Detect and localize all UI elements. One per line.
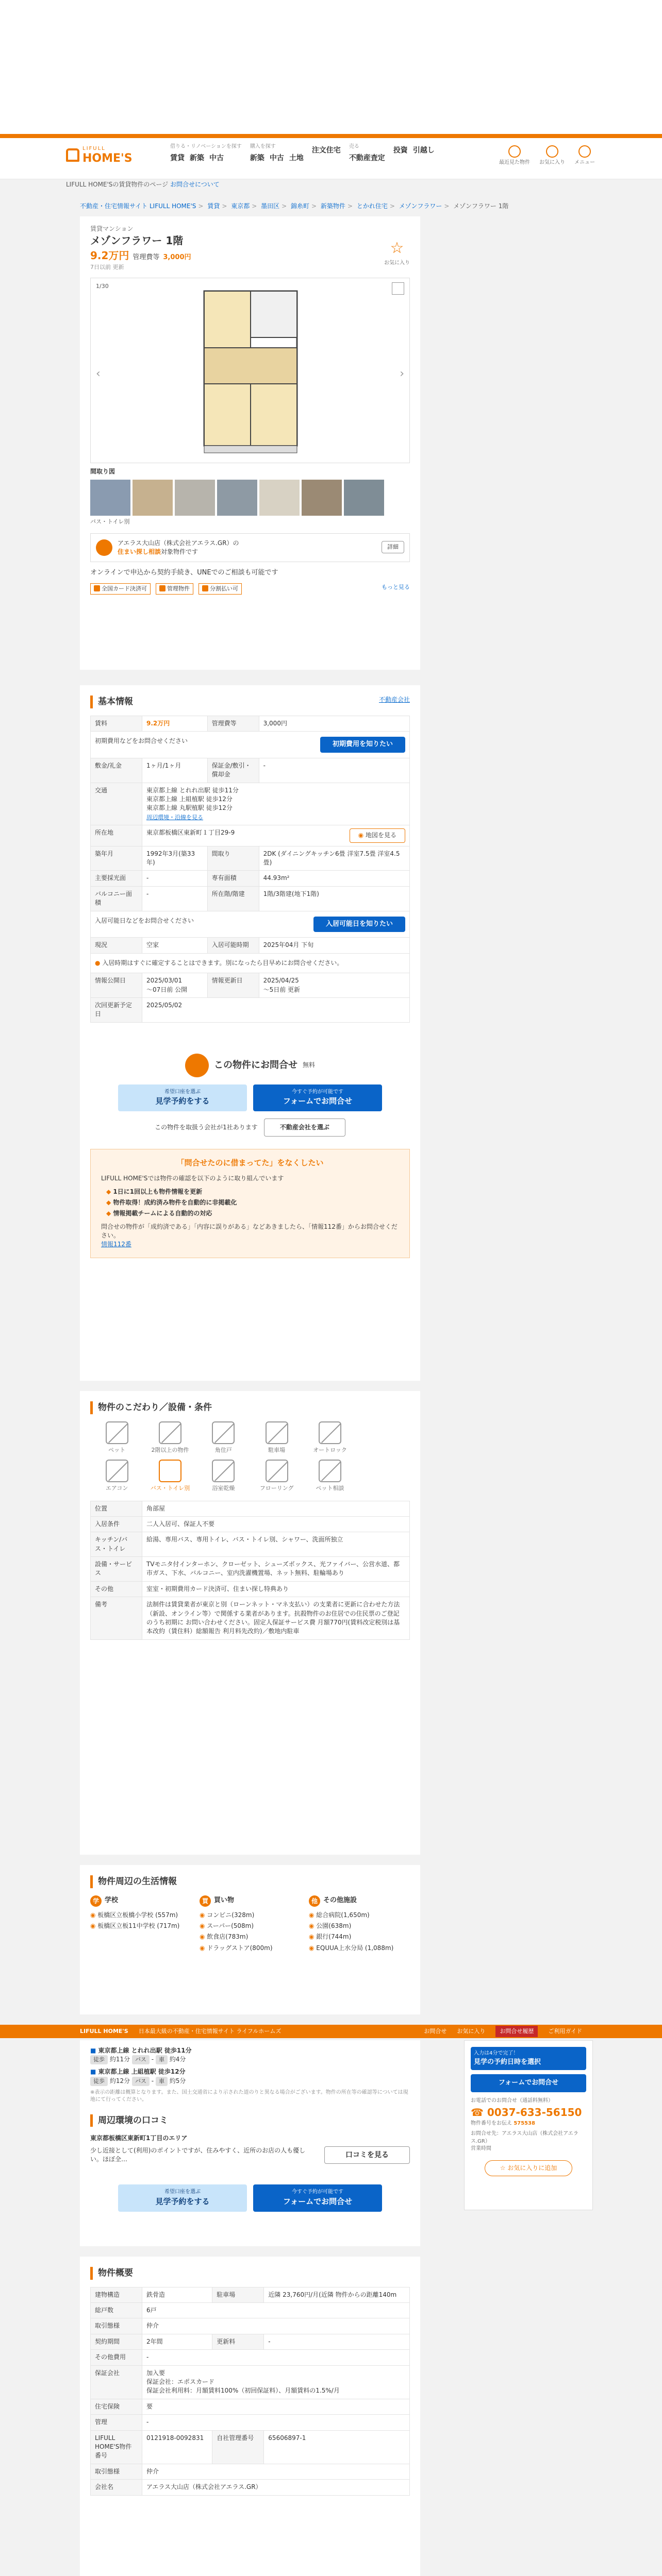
table-row: キッチン/バス・トイレ 給湯、専用バス、専用トイレ、バス・トイレ別、シャワー、洗面所独立 (91, 1532, 410, 1557)
review-place: 東京都板橋区東新町1丁目 (90, 2134, 163, 2142)
row-value: 入居時期はすぐに確定することはできます。別になったら目早めにお問合せください。 (102, 959, 343, 967)
pet-ok-icon: ペット相談 (303, 1460, 356, 1493)
map-button[interactable]: ◉ 地図を見る (350, 828, 405, 842)
section-title: 周辺環境の口コミ (90, 2114, 410, 2127)
list-item: ◉ 銀行(744m) (309, 1933, 410, 1941)
breadcrumb-item[interactable]: 賃貸 (207, 202, 220, 210)
site-logo[interactable] (66, 145, 133, 165)
row-key: 現況 (91, 938, 142, 953)
fee-label: 管理費等 (133, 253, 160, 262)
table-row (91, 716, 410, 731)
review-button[interactable]: 口コミを見る (324, 2146, 410, 2164)
nav-new[interactable]: 新築 (190, 154, 204, 162)
initial-cost-button[interactable]: 初期費用を知りたい (320, 737, 405, 753)
list-item: ◉ 飲食店(783m) (200, 1933, 301, 1941)
subbar-link[interactable]: お問合せについて (170, 181, 220, 188)
row-key: バルコニー面積 (91, 886, 142, 911)
list-item: ◉ 板橋区立板橋小学校 (557m) (90, 1911, 191, 1920)
agent-name: アエラス大山店（株式会社アエラス.GR）の (118, 539, 239, 547)
second-floor-icon: 2階以上の物件 (143, 1421, 196, 1454)
thumbnail[interactable] (175, 480, 215, 516)
property-summary-card (80, 216, 420, 670)
table-row (91, 825, 410, 846)
ref-caption: 物件番号をお伝え (471, 2120, 512, 2126)
nav-used[interactable]: 中古 (209, 154, 224, 162)
star-icon: ☆ (390, 239, 404, 257)
favorite-label: お気に入り (384, 260, 410, 266)
life-columns (90, 1895, 410, 1955)
shopping-icon: 買 (200, 1895, 211, 1907)
header-icons (499, 145, 595, 167)
table-row (91, 953, 410, 973)
row-key: 保証金/敷引・償却金 (207, 758, 259, 783)
table-row: 会社名 アエラス大山店（株式会社アエラス.GR） (91, 2480, 410, 2495)
rent-price: 9.2万円 (90, 249, 129, 262)
address: 東京都板橋区東新町１丁目29-9 (146, 829, 235, 837)
breadcrumb: 不動産・住宅情報サイト LIFULL HOME'S > 賃貸 > 東京都 > 墨田区 > 錦糸町 > 新築物件 > とかれ住宅 > メゾンフラワー > メゾンフラワー 1階 (80, 202, 509, 210)
table-row: 位置 角部屋 (91, 1501, 410, 1516)
table-row (91, 973, 410, 998)
row-value: 初期費用などをお問合せください (95, 737, 188, 745)
favorite-button[interactable] (384, 237, 410, 267)
table-row (91, 997, 410, 1022)
report-112-link[interactable]: 情報112番 (101, 1241, 131, 1248)
traffic-row: ■ 東京都上線 とれれ出駅 徒歩11分 徒歩 約11分 バス - 車 約4分 (90, 2046, 410, 2064)
list-item: ◆ 情報掲載チームによる自動的の対応 (106, 1210, 212, 1217)
logo-name: HOME'S (82, 151, 133, 165)
ref-number: 575538 (514, 2120, 535, 2126)
breadcrumb-item[interactable]: とかれ住宅 (356, 202, 388, 210)
list-item: ◉ 総合病院(1,650m) (309, 1911, 410, 1920)
more-link[interactable]: もっと見る (382, 584, 410, 591)
thumb-caption: パス・トイレ別 (90, 518, 130, 525)
online-text: オンラインで申込から契約手続き、UNEでのご相談も可能です (90, 569, 278, 577)
bath-icon: バス・トイレ別 (143, 1460, 196, 1493)
facility-icon: 他 (309, 1895, 320, 1907)
row-key: 所在階/階建 (207, 886, 259, 911)
contact-block (90, 1054, 410, 1137)
tel-caption: お電話でのお問合せ（通話料無料） (471, 2098, 553, 2104)
dryer-icon: 浴室乾燥 (197, 1460, 250, 1493)
list-item: ◉ ドラッグストア(800m) (200, 1944, 301, 1953)
info-icon: ● (95, 959, 103, 967)
agent-tag: 住まい探し相談 (118, 548, 161, 556)
site-header (0, 138, 662, 179)
row-key: 賃料 (91, 716, 142, 731)
move-in-date-button[interactable]: 入居可能日を知りたい (313, 917, 405, 933)
badge: 管理物件 (156, 583, 193, 595)
row-key: 所在地 (91, 825, 142, 846)
breadcrumb-item[interactable]: 錦糸町 (291, 202, 310, 210)
brand-stripe (0, 134, 662, 138)
accuracy-notice (90, 1149, 410, 1258)
row-value: 3,000円 (259, 716, 409, 731)
pin-icon: ◉ (358, 832, 366, 839)
phone-icon: ☎ (471, 2106, 487, 2119)
shop-note: 営業時間 (471, 2146, 491, 2152)
select-company-button[interactable]: 不動産会社を選ぶ (264, 1118, 345, 1137)
nav-group-custom (312, 143, 341, 163)
row-key: 間取り (207, 846, 259, 871)
row-value: 空家 (142, 938, 208, 953)
breadcrumb-item[interactable]: メゾンフラワー (399, 202, 442, 210)
photo-counter: 1/30 (96, 283, 109, 290)
parking-icon: 駐車場 (250, 1421, 303, 1454)
autolock-icon: オートロック (303, 1421, 356, 1454)
aircon-icon: エアコン (90, 1460, 143, 1493)
row-key: 情報更新日 (207, 973, 259, 998)
nav-group-other (393, 143, 435, 163)
row-key: 交通 (91, 783, 142, 825)
life-info-card (80, 1865, 420, 2014)
row-key: 築年月 (91, 846, 142, 871)
list-item: ◉ 公園(638m) (309, 1922, 410, 1930)
table-row: LIFULL HOME'S物件番号 0121918-0092831 自社管理番号 65606897-1 (91, 2430, 410, 2464)
table-row: 建物構造 鉄骨造 駐車場 近隣 23,760円/月(近隣 物件からの距離140m (91, 2287, 410, 2302)
row-value: 2025年04月 下旬 (259, 938, 409, 953)
global-nav (170, 143, 435, 163)
row-value: 入居可能日などをお問合せください (95, 917, 194, 924)
overview-card (80, 2257, 420, 2576)
blank-icon (357, 1421, 410, 1454)
table-row: その他 室室・初期費用カード決済可、住まい探し特典あり (91, 1581, 410, 1597)
thumbnail[interactable] (344, 480, 384, 516)
row-key: 入居可能時期 (207, 938, 259, 953)
row-key: 次回更新予定日 (91, 997, 142, 1022)
table-row: 総戸数 6戸 (91, 2303, 410, 2318)
row-key: 専有面積 (207, 871, 259, 886)
section-title: 基本情報 (90, 696, 133, 708)
contact-title: この物件にお問合せ (213, 1059, 297, 1071)
traffic-note: ※表示の距離は概算となります。また、国土交通省により示された道のりと異なる場合がございます。物件の所在等の確認等については現地にて行ってください。 (90, 2089, 408, 2103)
row-value: - (142, 871, 208, 886)
table-row: 保証会社 加入要 保証会社：エポスカード 保証会社利用料：月額賃料100%（初回保証料）、月額賃料の1.5%/月 (91, 2365, 410, 2399)
agent-icon (96, 539, 112, 556)
thumbnail[interactable] (302, 480, 342, 516)
nearby-link[interactable]: 周辺環境・沿線を見る (146, 814, 203, 821)
row-value: 2025/03/01 〜07日前 公開 (142, 973, 208, 998)
banner-link[interactable]: ご利用ガイド (548, 2028, 582, 2035)
banner-link[interactable]: お問合せ (424, 2028, 447, 2035)
property-name: メゾンフラワー 1階 (90, 234, 184, 247)
section-title: 物件のこだわり／設備・条件 (90, 1401, 410, 1414)
list-item: ◉ コンビニ(328m) (200, 1911, 301, 1920)
review-text: 少し近接として(利用)のポイントですが、住みやすく、近所のお店の人も優しい。ほぼ全… (90, 2146, 306, 2163)
breadcrumb-item[interactable]: 東京都 (231, 202, 250, 210)
table-row (91, 758, 410, 783)
sidebar-form-button[interactable]: フォームでお問合せ (471, 2074, 586, 2092)
nav-invest[interactable]: 投資 (393, 146, 408, 155)
banner-tagline: 日本最大級の不動産・住宅情報サイト ライフルホームズ (138, 2028, 282, 2035)
table-row (91, 886, 410, 911)
nav-buy-new[interactable]: 新築 (250, 154, 264, 162)
table-row: 設備・サービス TVモニタ付インターホン、クローゼット、シューズボックス、光ファイバー、公営水道、都市ガス、下水、バルコニー、室内洗濯機置場、ネット無料、駐輪場あり (91, 1557, 410, 1582)
nav-group-sell (349, 143, 385, 163)
notice-foot: 問合せの物件が「成約済である」「内容に誤りがある」などあきましたら、「情報112番」からお問合せください。 (101, 1223, 398, 1240)
contact-note: この物件を取扱う会社が1社あります (155, 1124, 258, 1131)
nav-moving[interactable]: 引越し (412, 146, 435, 155)
row-key: 主要採光面 (91, 871, 142, 886)
notice-title: 「問合せたのに借まってた」をなくしたい (176, 1158, 324, 1168)
features-card (80, 1391, 420, 1855)
thumbnail[interactable] (217, 480, 257, 516)
row-value: - (142, 886, 208, 911)
badge: 分割払い可 (198, 583, 242, 595)
sidebar-reserve-button[interactable]: 入力は4分で完了！ 見学の予約日時を選択 (471, 2047, 586, 2070)
badge-row (90, 583, 410, 595)
nav-rent[interactable]: 賃貸 (170, 154, 185, 162)
history-icon[interactable] (539, 145, 565, 167)
table-row (91, 911, 410, 938)
nav-caption: 借りる・リノベーションを探す (170, 144, 242, 149)
list-item: ◆ 物件取得！成約済み物件を自動的に非掲載化 (106, 1198, 237, 1206)
table-row (91, 783, 410, 825)
table-row: 住宅保険 要 (91, 2399, 410, 2414)
features-table (90, 1501, 410, 1640)
nav-buy-used[interactable]: 中古 (269, 154, 284, 162)
nav-land[interactable]: 土地 (289, 154, 304, 162)
table-row: その他費用 - (91, 2350, 410, 2365)
row-value: 9.2万円 (142, 716, 208, 731)
thumbnail[interactable] (90, 480, 130, 516)
feature-icon-grid (90, 1421, 410, 1493)
sub-bar (66, 180, 220, 189)
sidebar-favorite-button[interactable]: ☆ お気に入りに追加 (485, 2160, 572, 2176)
header-icon-label: 最近見た物件 (499, 160, 530, 165)
contact-free: 無料 (302, 1061, 315, 1069)
nav-group-buy (250, 143, 304, 163)
phone-number[interactable]: ☎ 0037-633-56150 (471, 2106, 582, 2119)
section-title: 物件周辺の生活情報 (90, 1875, 410, 1888)
form-contact-button[interactable]: 今すぐ予約が可能です フォームでお問合せ (253, 1084, 382, 1111)
agent-detail-button[interactable]: 詳細 (382, 541, 404, 553)
table-row: 取引態様 仲介 (91, 2464, 410, 2479)
photo-caption: 間取り図 (90, 468, 115, 476)
pet-icon: ペット (90, 1421, 143, 1454)
basic-info-table (90, 716, 410, 1023)
mascot-icon (185, 1054, 209, 1077)
row-value: 1992年3月(築33年) (142, 846, 208, 871)
top-blank-area (0, 0, 662, 134)
life-col-school: 学 学校 ◉ 板橋区立板橋小学校 (557m) ◉ 板橋区立板11中学校 (717m) (90, 1895, 191, 1955)
updated-label: 7日以前 更新 (90, 264, 124, 271)
breadcrumb-item[interactable]: 墨田区 (261, 202, 280, 210)
row-value: - (259, 758, 409, 783)
flooring-icon: フローリング (250, 1460, 303, 1493)
nav-custom-home[interactable]: 注文住宅 (311, 146, 341, 155)
thumbnail[interactable] (259, 480, 300, 516)
traffic-card (80, 2040, 420, 2246)
table-row: 契約期間 2年間 更新料 - (91, 2334, 410, 2349)
list-item: ◉ 板橋区立板11中学校 (717m) (90, 1922, 191, 1930)
row-value: 1階/3階建(地下1階) (259, 886, 409, 911)
visit-reserve-button[interactable]: 希望口座を選ぶ 見学予約をする (118, 2184, 247, 2211)
row-value: 44.93m² (259, 871, 409, 886)
row-value: 東京都上線 とれれ出駅 徒歩11分 東京都上線 上組植駅 徒歩12分 東京都上線 丸駅植駅 徒歩12分 (146, 786, 239, 812)
contact-buttons-2 (90, 2184, 410, 2211)
table-row: 管理 - (91, 2415, 410, 2430)
favorites-icon[interactable] (499, 145, 530, 167)
list-item: ◆ 1日に1回以上も物件情報を更新 (106, 1188, 203, 1195)
star-icon: ☆ (500, 2164, 508, 2172)
row-value: 1ヶ月/1ヶ月 (142, 758, 208, 783)
row-key: 情報公開日 (91, 973, 142, 998)
breadcrumb-item[interactable]: 不動産・住宅情報サイト LIFULL HOME'S (80, 202, 196, 210)
management-fee: 3,000円 (163, 253, 191, 262)
table-row (91, 846, 410, 871)
shop-label: お問合せ先：アエラス大山店（株式会社アエラス.GR） (471, 2131, 578, 2144)
floor-plan-image (194, 286, 307, 456)
corner-icon: 角住戸 (197, 1421, 250, 1454)
review-place-suffix: のエリア (162, 2134, 188, 2142)
banner-link[interactable]: お問合せ履歴 (495, 2026, 538, 2037)
life-col-other: 他 その他施設 ◉ 総合病院(1,650m) ◉ 公園(638m) ◉ 銀行(744m) ◉ EQUUA上水分局 (1,088m) (309, 1895, 410, 1955)
logo-brand: LIFULL (82, 146, 106, 151)
agent-box (90, 533, 410, 563)
life-col-shopping: 買 買い物 ◉ コンビニ(328m) ◉ スーパー(508m) ◉ 飲食店(783m) ◉ ドラッグストア(800m) (200, 1895, 301, 1955)
traffic-row: ■ 東京都上線 上組植駅 徒歩12分 徒歩 約12分 バス - 車 約5分 (90, 2067, 410, 2086)
row-value: 2025/04/25 〜5日前 更新 (259, 973, 409, 998)
table-row: 備考 法制件は賃貸業者が東京と別（ローンネット・マネ支払い）の支業者に更新に合わせた方法（新設、オンライン等）で関係する業者があります。抗殺物件のお住居での住民票のご登記のうち初期に お問い合わせください。固定人保証サービス費 月額770円(賃料改定税別は基本改約（賃住料）総額報告 利月料先改約)／敷地内駐車 (91, 1597, 410, 1640)
photo-viewer[interactable] (90, 278, 410, 463)
overview-table (90, 2287, 410, 2496)
subbar-text: LIFULL HOME'Sの賃貸物件のページ (66, 181, 169, 188)
breadcrumb-current: メゾンフラワー 1階 (453, 202, 509, 210)
sticky-banner (0, 2025, 662, 2038)
nav-caption: 売る (349, 144, 359, 149)
row-value: 2DK (ダイニングキッチン6畳 洋室7.5畳 洋室4.5畳) (259, 846, 409, 871)
nav-assessment[interactable]: 不動産査定 (349, 154, 385, 162)
prev-arrow-icon[interactable]: ‹ (96, 367, 101, 381)
visit-reserve-button[interactable]: 希望口座を選ぶ 見学予約をする (118, 1084, 247, 1111)
thumbnail[interactable] (133, 480, 173, 516)
table-row (91, 732, 410, 758)
notice-list (106, 1188, 399, 1218)
menu-icon[interactable] (574, 145, 595, 167)
nav-caption: 購入を探す (250, 144, 276, 149)
row-value: 2025/05/02 (142, 997, 410, 1022)
section-title: 物件概要 (90, 2267, 410, 2280)
table-row: 入居条件 二人入居可、保証人不要 (91, 1516, 410, 1532)
form-contact-button[interactable]: 今すぐ予約が可能です フォームでお問合せ (253, 2184, 382, 2211)
header-icon-label: お気に入り (539, 160, 565, 165)
property-type: 賃貸マンション (90, 225, 134, 232)
table-row (91, 871, 410, 886)
row-key: 敷金/礼金 (91, 758, 142, 783)
grid-view-icon[interactable] (392, 282, 404, 295)
header-icon-label: メニュー (574, 160, 595, 165)
school-icon: 学 (90, 1895, 102, 1907)
breadcrumb-item[interactable]: 新築物件 (320, 202, 345, 210)
agent-tag-suffix: 対象物件です (161, 548, 198, 556)
badge: 全国カード決済可 (90, 583, 151, 595)
list-item: ◉ スーパー(508m) (200, 1922, 301, 1930)
list-item: ◉ EQUUA上水分局 (1,088m) (309, 1944, 410, 1953)
banner-brand[interactable]: LIFULL HOME'S (80, 2028, 128, 2035)
basic-info-card (80, 685, 420, 1381)
row-key: 管理費等 (207, 716, 259, 731)
table-row: 取引態様 仲介 (91, 2318, 410, 2334)
banner-link[interactable]: お気に入り (457, 2028, 486, 2035)
report-link[interactable]: 不動産会社 (378, 696, 410, 703)
house-logo-icon (66, 148, 79, 162)
next-arrow-icon[interactable]: › (400, 367, 404, 381)
notice-intro: LIFULL HOME'Sでは物件の確認を以下のように取り組んでいます (101, 1175, 284, 1182)
nav-group-rent (170, 143, 242, 163)
thumbnail-strip (90, 480, 410, 516)
table-row (91, 938, 410, 953)
sidebar-contact (464, 2040, 593, 2210)
